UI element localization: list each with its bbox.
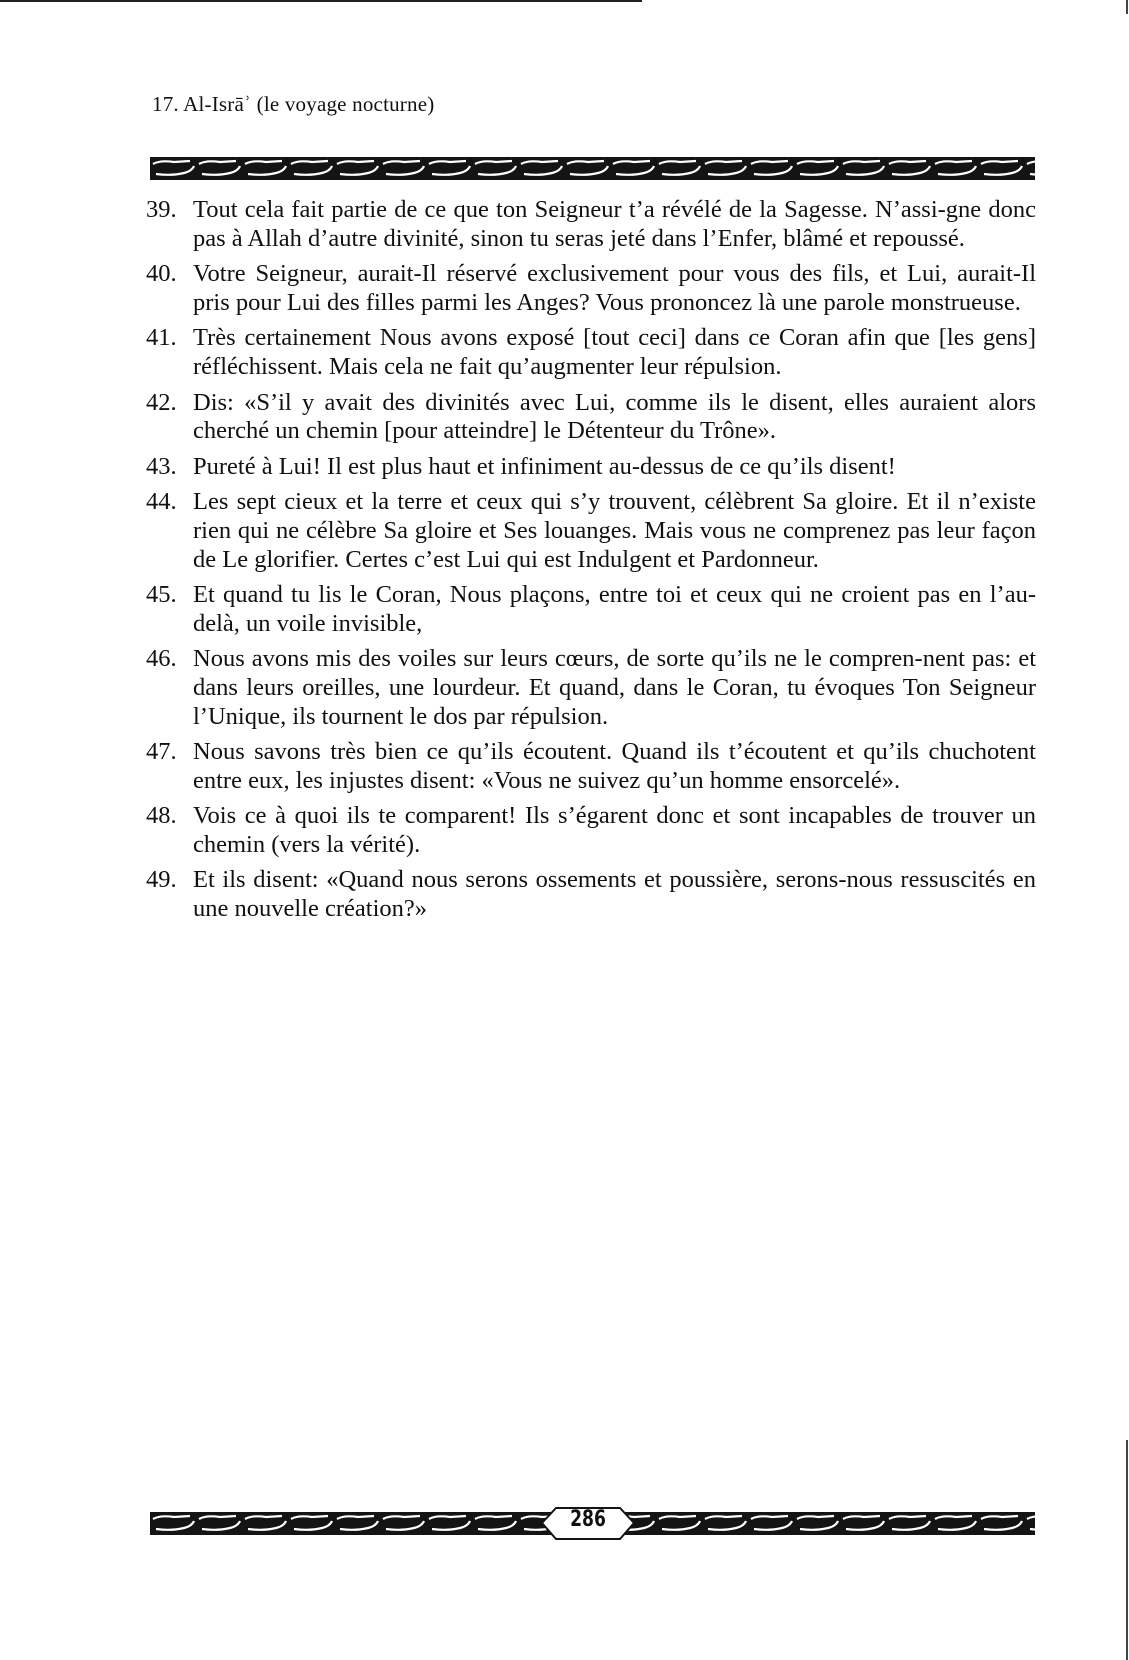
right-edge-mark <box>1126 0 1128 14</box>
verse-text: Nous avons mis des voiles sur leurs cœurs, de sorte qu’ils ne le compren-nent pas: et dans leurs oreilles, une lourdeur. Et quand, dans le Coran, tu évoques Ton Seigneur l’Unique, ils tournent le dos par répulsion. <box>193 645 1036 730</box>
verse <box>146 453 1036 482</box>
right-edge-mark <box>1126 1440 1128 1660</box>
verse-number: 42. <box>146 388 177 416</box>
verse-text: Pureté à Lui! Il est plus haut et infiniment au-dessus de ce qu’ils disent! <box>193 452 896 480</box>
verse <box>146 389 1036 446</box>
verse-text: Nous savons très bien ce qu’ils écoutent. Quand ils t’écoutent et qu’ils chuchotent entre eux, les injustes disent: «Vous ne suivez qu’un homme ensorcelé». <box>193 738 1036 794</box>
verse <box>146 324 1036 381</box>
verse-number: 45. <box>146 581 177 609</box>
verse-number: 46. <box>146 645 177 673</box>
verse-text: Tout cela fait partie de ce que ton Seigneur t’a révélé de la Sagesse. N’assi-gne donc pas à Allah d’autre divinité, sinon tu seras jeté dans l’Enfer, blâmé et repoussé. <box>193 196 1036 252</box>
verse-text: Votre Seigneur, aurait-Il réservé exclusivement pour vous des fils, et Lui, aurait-Il pris pour Lui des filles parmi les Anges? Vous prononcez là une parole monstrueuse. <box>193 260 1036 316</box>
verse-text: Très certainement Nous avons exposé [tout ceci] dans ce Coran afin que [les gens] réfléchissent. Mais cela ne fait qu’augmenter leur répulsion. <box>193 324 1036 380</box>
verse-number: 39. <box>146 196 177 223</box>
verse-text: Dis: «S’il y avait des divinités avec Lui, comme ils le disent, elles auraient alors cherché un chemin [pour atteindre] le Détenteur du Trône». <box>193 388 1036 445</box>
verse-number: 43. <box>146 452 177 480</box>
verse-text: Vois ce à quoi ils te comparent! Ils s’égarent donc et sont incapables de trouver un chemin (vers la vérité). <box>193 802 1036 858</box>
verse <box>146 581 1036 638</box>
verse-number: 47. <box>146 738 177 766</box>
verse <box>146 645 1036 731</box>
verse-number: 41. <box>146 324 177 352</box>
verse-number: 48. <box>146 802 177 830</box>
verse <box>146 196 1036 253</box>
verse <box>146 488 1036 574</box>
verse-list <box>146 196 1036 931</box>
verse-number: 44. <box>146 488 177 516</box>
verse <box>146 738 1036 795</box>
verse-text: Et ils disent: «Quand nous serons ossements et poussière, serons-nous ressuscités en une nouvelle création?» <box>193 866 1036 923</box>
verse <box>146 866 1036 923</box>
verse <box>146 260 1036 317</box>
verse-number: 40. <box>146 260 177 288</box>
verse-number: 49. <box>146 866 177 894</box>
page-number: 286 <box>570 1507 606 1532</box>
top-edge-rule <box>0 0 642 2</box>
ornamental-band-top <box>150 157 1035 180</box>
chapter-header: 17. Al-Isrāʾ (le voyage nocturne) <box>152 92 435 116</box>
verse <box>146 802 1036 859</box>
chain-ornament <box>150 157 1035 180</box>
verse-text: Les sept cieux et la terre et ceux qui s’y trouvent, célèbrent Sa gloire. Et il n’existe rien qui ne célèbre Sa gloire et Ses louanges. Mais vous ne comprenez pas leur façon de Le glorifier. Certes c’est Lui qui est Indulgent et Pardonneur. <box>193 488 1036 573</box>
verse-text: Et quand tu lis le Coran, Nous plaçons, entre toi et ceux qui ne croient pas en l’au-delà, un voile invisible, <box>193 581 1036 637</box>
